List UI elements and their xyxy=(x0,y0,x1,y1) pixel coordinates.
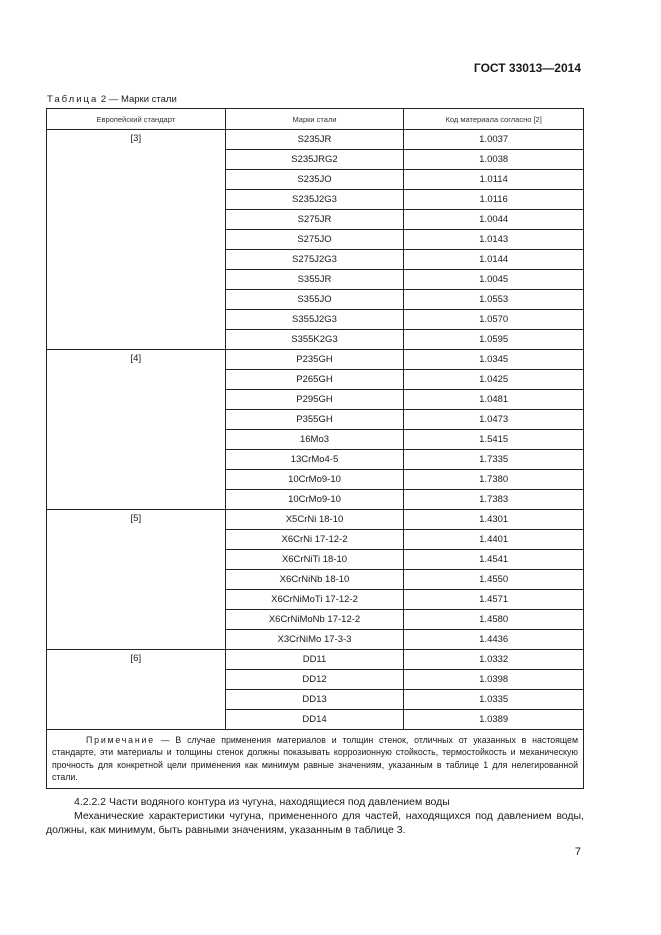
cell-material-code: 1.4301 xyxy=(404,510,584,530)
cell-steel-grade: X6CrNiMoNb 17-12-2 xyxy=(225,610,404,630)
table-note xyxy=(47,730,584,789)
cell-material-code: 1.4550 xyxy=(404,570,584,590)
cell-steel-grade: S355K2G3 xyxy=(225,330,404,350)
cell-steel-grade: P235GH xyxy=(225,350,404,370)
note-text: — В случае применения материалов и толщин стенок, отличных от указанных в настоящем стандарте, эти материалы и толщины стенок должны показывать коррозионную стойкость, термостойкость и механическую прочность для конкретной цели применения как минимум равные значениям, указанным в таблице 1 для нелегированной стали. xyxy=(52,735,578,783)
cell-material-code: 1.7383 xyxy=(404,490,584,510)
cell-steel-grade: DD11 xyxy=(225,650,404,670)
cell-material-code: 1.0398 xyxy=(404,670,584,690)
cell-steel-grade: 10CrMo9-10 xyxy=(225,470,404,490)
cell-steel-grade: S355JO xyxy=(225,290,404,310)
cell-steel-grade: S355JR xyxy=(225,270,404,290)
cell-steel-grade: P355GH xyxy=(225,410,404,430)
cell-material-code: 1.0553 xyxy=(404,290,584,310)
cell-steel-grade: S275JO xyxy=(225,230,404,250)
header-material-code: Код материала согласно [2] xyxy=(404,109,584,130)
cell-steel-grade: 13CrMo4-5 xyxy=(225,450,404,470)
table-header-row xyxy=(47,109,584,130)
table-caption-text: 2 — Марки стали xyxy=(100,94,177,105)
body-paragraph: Механические характеристики чугуна, примененного для частей, находящихся под давлением воды, должны, как минимум, быть равными значениям, указанным в таблице 3. xyxy=(46,810,584,836)
cell-european-standard: [5] xyxy=(47,510,226,650)
cell-material-code: 1.0473 xyxy=(404,410,584,430)
cell-material-code: 1.0045 xyxy=(404,270,584,290)
cell-material-code: 1.0481 xyxy=(404,390,584,410)
page-number: 7 xyxy=(574,846,581,858)
cell-steel-grade: X6CrNiNb 18-10 xyxy=(225,570,404,590)
cell-steel-grade: P295GH xyxy=(225,390,404,410)
cell-steel-grade: DD12 xyxy=(225,670,404,690)
cell-material-code: 1.0114 xyxy=(404,170,584,190)
cell-material-code: 1.0595 xyxy=(404,330,584,350)
cell-steel-grade: S235JRG2 xyxy=(225,150,404,170)
table-caption-label: Таблица xyxy=(47,94,99,105)
cell-material-code: 1.4571 xyxy=(404,590,584,610)
cell-material-code: 1.4401 xyxy=(404,530,584,550)
document-code: ГОСТ 33013—2014 xyxy=(473,61,581,75)
cell-material-code: 1.4436 xyxy=(404,630,584,650)
section-title: 4.2.2.2 Части водяного контура из чугуна, находящиеся под давлением воды xyxy=(74,796,450,808)
note-label: Примечание xyxy=(86,735,155,745)
cell-material-code: 1.0044 xyxy=(404,210,584,230)
cell-steel-grade: 10CrMo9-10 xyxy=(225,490,404,510)
cell-steel-grade: S235JR xyxy=(225,130,404,150)
cell-material-code: 1.0144 xyxy=(404,250,584,270)
note-row xyxy=(47,730,584,789)
cell-material-code: 1.7335 xyxy=(404,450,584,470)
cell-steel-grade: S275J2G3 xyxy=(225,250,404,270)
cell-material-code: 1.0116 xyxy=(404,190,584,210)
cell-material-code: 1.4580 xyxy=(404,610,584,630)
header-european-standard: Европейский стандарт xyxy=(47,109,226,130)
cell-steel-grade: S235J2G3 xyxy=(225,190,404,210)
cell-material-code: 1.4541 xyxy=(404,550,584,570)
cell-material-code: 1.5415 xyxy=(404,430,584,450)
cell-material-code: 1.0335 xyxy=(404,690,584,710)
cell-steel-grade: X3CrNiMo 17-3-3 xyxy=(225,630,404,650)
body-text xyxy=(46,795,584,837)
cell-steel-grade: X6CrNiTi 18-10 xyxy=(225,550,404,570)
header-steel-grade: Марки стали xyxy=(225,109,404,130)
cell-material-code: 1.0570 xyxy=(404,310,584,330)
cell-european-standard: [4] xyxy=(47,350,226,510)
table-row xyxy=(47,130,584,150)
table-caption xyxy=(47,94,177,105)
cell-material-code: 1.0425 xyxy=(404,370,584,390)
cell-steel-grade: 16Mo3 xyxy=(225,430,404,450)
steel-grades-table xyxy=(46,108,584,789)
cell-steel-grade: DD13 xyxy=(225,690,404,710)
cell-european-standard: [6] xyxy=(47,650,226,730)
cell-material-code: 1.0143 xyxy=(404,230,584,250)
table-row xyxy=(47,650,584,670)
cell-steel-grade: S275JR xyxy=(225,210,404,230)
cell-steel-grade: X6CrNi 17-12-2 xyxy=(225,530,404,550)
cell-material-code: 1.0038 xyxy=(404,150,584,170)
table-row xyxy=(47,510,584,530)
table-body xyxy=(47,130,584,730)
cell-european-standard: [3] xyxy=(47,130,226,350)
cell-steel-grade: P265GH xyxy=(225,370,404,390)
cell-steel-grade: DD14 xyxy=(225,710,404,730)
cell-steel-grade: S235JO xyxy=(225,170,404,190)
cell-material-code: 1.0332 xyxy=(404,650,584,670)
cell-material-code: 1.0389 xyxy=(404,710,584,730)
table-row xyxy=(47,350,584,370)
cell-steel-grade: S355J2G3 xyxy=(225,310,404,330)
cell-material-code: 1.7380 xyxy=(404,470,584,490)
cell-steel-grade: X5CrNi 18-10 xyxy=(225,510,404,530)
cell-material-code: 1.0037 xyxy=(404,130,584,150)
cell-material-code: 1.0345 xyxy=(404,350,584,370)
cell-steel-grade: X6CrNiMoTi 17-12-2 xyxy=(225,590,404,610)
